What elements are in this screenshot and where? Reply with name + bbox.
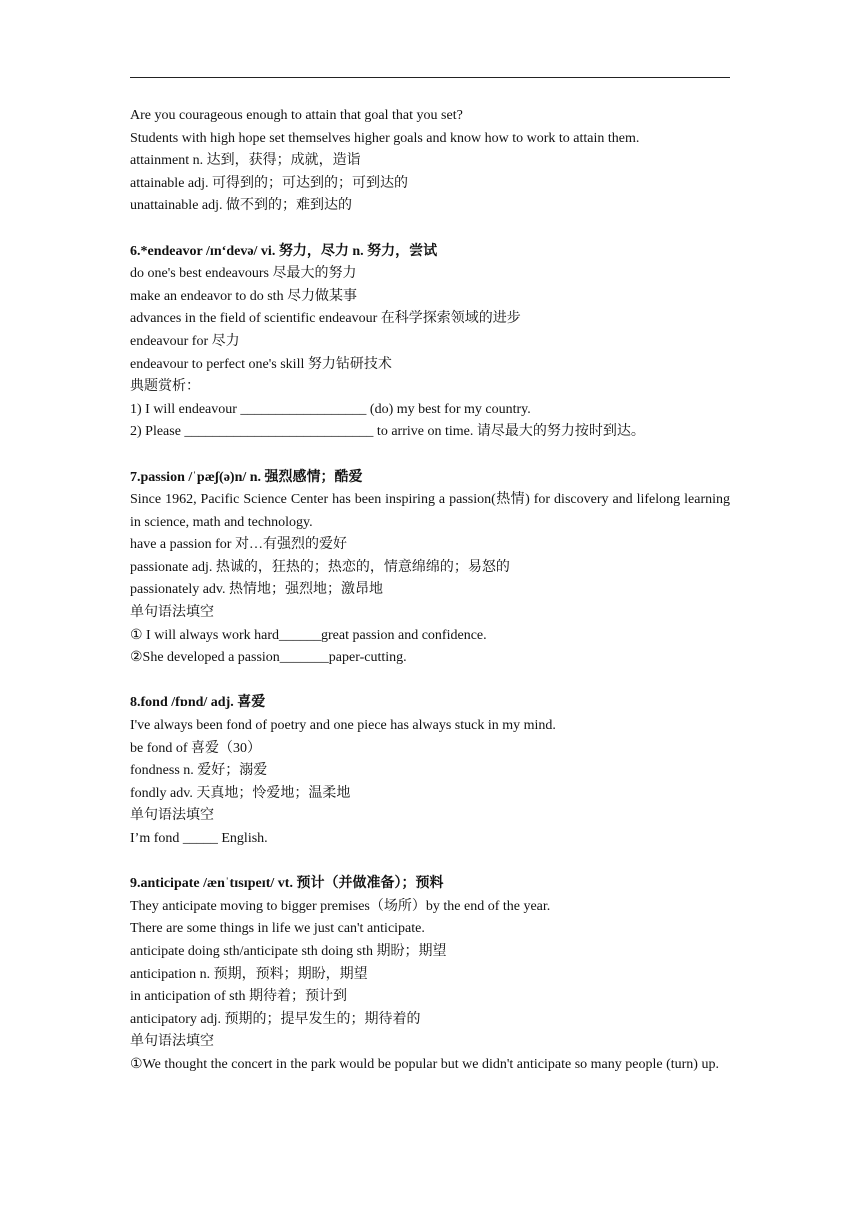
text-line: 单句语法填空 xyxy=(130,605,214,621)
text-line: 典题赏析： xyxy=(130,379,200,395)
section-fond xyxy=(130,692,730,850)
text-line: endeavour for 尽力 xyxy=(130,333,240,349)
text-line: unattainable adj. 做不到的；难到达的 xyxy=(130,198,353,214)
spacer xyxy=(130,444,730,467)
text-line: in anticipation of sth 期待着；预计到 xyxy=(130,989,347,1005)
entry-heading: 9.anticipate /ænˈtɪsɪpeɪt/ vt. 预计（并做准备）；预料 xyxy=(130,876,444,892)
header-rule xyxy=(130,77,730,78)
text-line: fondness n. 爱好；溺爱 xyxy=(130,763,268,779)
text-line: advances in the field of scientific endeavour 在科学探索领域的进步 xyxy=(130,311,521,327)
text-line: endeavour to perfect one's skill 努力钻研技术 xyxy=(130,356,392,372)
section-endeavor xyxy=(130,241,730,444)
text-line: passionate adj. 热诚的，狂热的；热恋的，情意绵绵的；易怒的 xyxy=(130,559,510,575)
document-body xyxy=(130,105,730,1077)
exercise-line: 1) I will endeavour __________________ (do) my best for my country. xyxy=(130,401,531,417)
example-paragraph: Since 1962, Pacific Science Center has been inspiring a passion(热情) for discovery and lifelong learning in science, math and technology. xyxy=(130,492,730,530)
text-line: There are some things in life we just can't anticipate. xyxy=(130,921,425,937)
text-line: 单句语法填空 xyxy=(130,1034,214,1050)
text-line: Are you courageous enough to attain that goal that you set? xyxy=(130,108,463,123)
text-line: They anticipate moving to bigger premises（场所）by the end of the year. xyxy=(130,898,551,914)
entry-heading: 6.*endeavor /ɪn‘devə/ vi. 努力，尽力 n. 努力，尝试 xyxy=(130,243,438,259)
text-line: fondly adv. 天真地；怜爱地；温柔地 xyxy=(130,785,351,801)
text-line: attainment n. 达到，获得；成就，造诣 xyxy=(130,153,361,169)
text-line: Students with high hope set themselves higher goals and know how to work to attain them. xyxy=(130,130,640,146)
text-line: anticipate doing sth/anticipate sth doing sth 期盼；期望 xyxy=(130,943,447,959)
section-passion xyxy=(130,467,730,670)
text-line: 单句语法填空 xyxy=(130,808,214,824)
spacer xyxy=(130,670,730,693)
text-line: anticipatory adj. 预期的；提早发生的；期待着的 xyxy=(130,1011,421,1027)
spacer xyxy=(130,218,730,241)
text-line: attainable adj. 可得到的；可达到的；可到达的 xyxy=(130,175,409,191)
exercise-line: I’m fond _____ English. xyxy=(130,831,268,846)
section-attain xyxy=(130,105,730,218)
section-anticipate xyxy=(130,873,730,1076)
text-line: anticipation n. 预期，预料；期盼，期望 xyxy=(130,966,368,982)
text-line: passionately adv. 热情地；强烈地；激昂地 xyxy=(130,582,384,598)
entry-heading: 7.passion /ˈpæʃ(ə)n/ n. 强烈感情；酷爱 xyxy=(130,469,363,485)
text-line: do one's best endeavours 尽最大的努力 xyxy=(130,266,357,282)
exercise-line: ① I will always work hard______great passion and confidence. xyxy=(130,627,487,643)
spacer xyxy=(130,851,730,874)
exercise-line: ②She developed a passion_______paper-cutting. xyxy=(130,650,407,666)
text-line: have a passion for 对…有强烈的爱好 xyxy=(130,537,347,553)
exercise-line: 2) Please ___________________________ to arrive on time. 请尽最大的努力按时到达。 xyxy=(130,424,645,440)
text-line: I've always been fond of poetry and one piece has always stuck in my mind. xyxy=(130,718,556,734)
text-line: be fond of 喜爱（30） xyxy=(130,740,262,756)
entry-heading: 8.fond /fɒnd/ adj. 喜爱 xyxy=(130,695,266,711)
text-line: make an endeavor to do sth 尽力做某事 xyxy=(130,288,358,304)
exercise-paragraph: ①We thought the concert in the park would be popular but we didn't anticipate so many people (turn) up. xyxy=(130,1056,719,1072)
